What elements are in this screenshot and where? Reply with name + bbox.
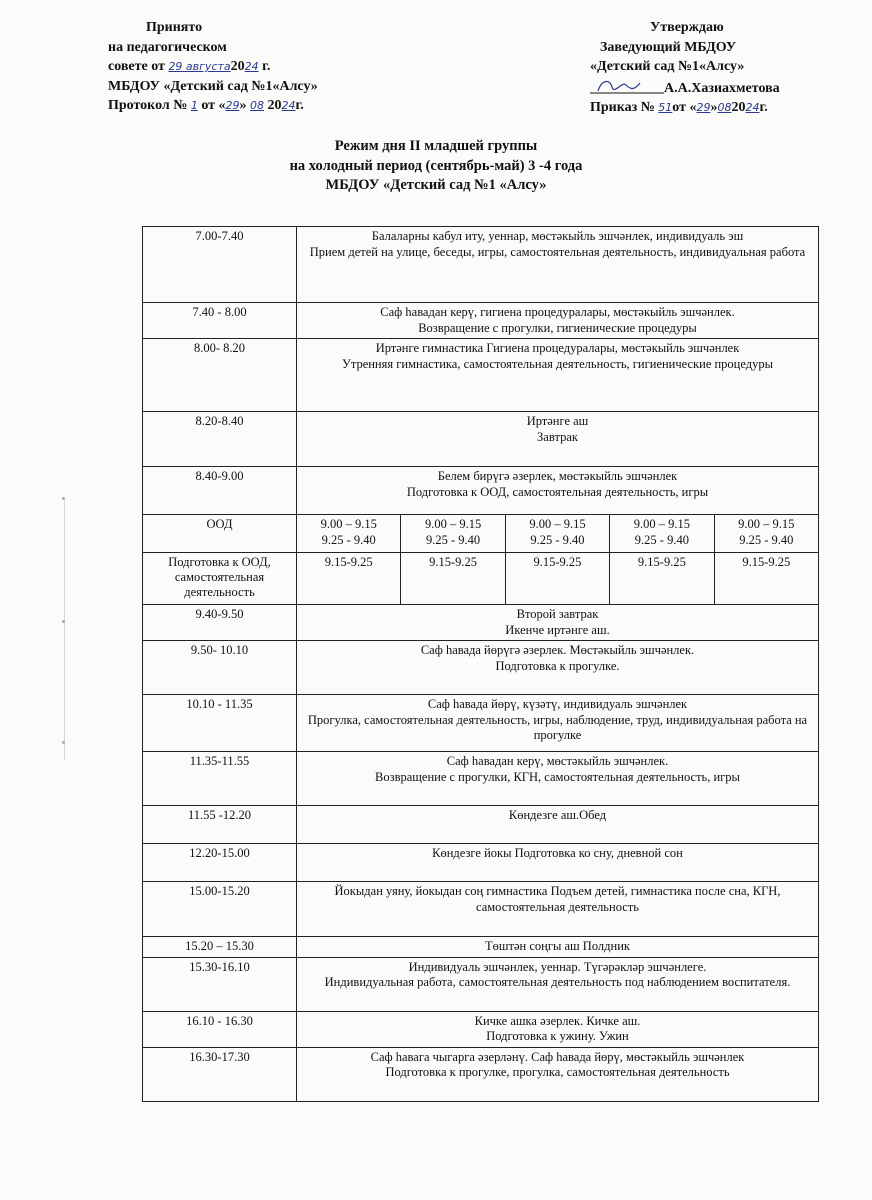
activity-cell: Көндезге йокы Подготовка ко сну, дневной сон xyxy=(297,844,819,882)
handwritten-day: 29 xyxy=(696,101,711,114)
table-row xyxy=(143,227,819,303)
table-row xyxy=(143,339,819,412)
time-cell: 9.50- 10.10 xyxy=(143,641,297,695)
table-row xyxy=(143,695,819,752)
time-cell: 16.30-17.30 xyxy=(143,1047,297,1101)
ood-slot: 9.00 – 9.15 9.25 - 9.40 xyxy=(505,515,609,553)
time-cell: 11.55 -12.20 xyxy=(143,806,297,844)
activity-cell: Второй завтрак Икенче иртәнге аш. xyxy=(297,605,819,641)
table-row xyxy=(143,844,819,882)
activity-cell: Иртәнге аш Завтрак xyxy=(297,412,819,467)
prep-row xyxy=(143,553,819,605)
handwritten-year: 24 xyxy=(244,60,259,73)
time-cell: 7.00-7.40 xyxy=(143,227,297,303)
time-cell: 10.10 - 11.35 xyxy=(143,695,297,752)
table-row xyxy=(143,641,819,695)
activity-cell: Белем бирүгә әзерлек, мөстәкыйль эшчәнлек Подготовка к ООД, самостоятельная деятельность, игры xyxy=(297,467,819,515)
approval-block-right xyxy=(590,18,780,118)
title-line-1: Режим дня II младшей группы xyxy=(334,138,538,154)
handwritten-order-number: 51 xyxy=(658,101,673,114)
activity-cell: Төштән соңгы аш Полдник xyxy=(297,937,819,958)
time-cell: 7.40 - 8.00 xyxy=(143,303,297,339)
handwritten-protocol-number: 1 xyxy=(190,99,198,112)
approve-label: Утверждаю xyxy=(650,20,724,35)
activity-cell: Саф һавада йөрү, күзәтү, индивидуаль эшчәнлек Прогулка, самостоятельная деятельность, игры, наблюдение, труд, индивидуальная работа на прогулке xyxy=(297,695,819,752)
activity-cell: Саф һавадан керү, мөстәкыйль эшчәнлек. Возвращение с прогулки, КГН, самостоятельная деятельность, игры xyxy=(297,752,819,806)
order-line: Приказ № 51от «29»082024г. xyxy=(590,100,768,115)
council-date-line: совете от 29 августа2024 г. xyxy=(108,59,271,74)
time-cell: 12.20-15.00 xyxy=(143,844,297,882)
prep-slot: 9.15-9.25 xyxy=(401,553,505,605)
prep-slot: 9.15-9.25 xyxy=(297,553,401,605)
margin-dot xyxy=(62,497,65,500)
page-fold-line xyxy=(64,500,65,760)
ood-slot: 9.00 – 9.15 9.25 - 9.40 xyxy=(610,515,714,553)
kindergarten-name: «Детский сад №1«Алсу» xyxy=(590,59,745,74)
activity-cell: Кичке ашка әзерлек. Кичке аш. Подготовка к ужину. Ужин xyxy=(297,1011,819,1047)
handwritten-date: 29 августа xyxy=(168,60,231,73)
handwritten-year: 24 xyxy=(281,99,296,112)
activity-cell: Саф һавага чыгарга әзерләнү. Саф һавада йөрү, мөстәкыйль эшчәнлек Подготовка к прогулке, прогулка, самостоятельная деятельность xyxy=(297,1047,819,1101)
activity-cell: Иртәнге гимнастика Гигиена процедуралары, мөстәкыйль эшчәнлек Утренняя гимнастика, самостоятельная деятельность, гигиенические процедуры xyxy=(297,339,819,412)
table-row xyxy=(143,806,819,844)
institution-name: МБДОУ «Детский сад №1«Алсу» xyxy=(108,78,318,94)
approval-block-left xyxy=(108,18,318,116)
activity-cell: Саф һавадан керү, гигиена процедуралары, мөстәкыйль эшчәнлек. Возвращение с прогулки, гигиенические процедуры xyxy=(297,303,819,339)
table-row xyxy=(143,605,819,641)
signature-line xyxy=(590,77,780,99)
handwritten-month: 08 xyxy=(250,99,265,112)
table-row xyxy=(143,412,819,467)
handwritten-signature xyxy=(590,77,664,95)
schedule-table xyxy=(142,226,819,1102)
head-name: А.А.Хазиахметова xyxy=(664,80,780,96)
ood-slot: 9.00 – 9.15 9.25 - 9.40 xyxy=(297,515,401,553)
time-cell: 15.30-16.10 xyxy=(143,957,297,1011)
head-title: Заведующий МБДОУ xyxy=(600,39,737,55)
handwritten-day: 29 xyxy=(225,99,240,112)
time-cell: 11.35-11.55 xyxy=(143,752,297,806)
table-row xyxy=(143,882,819,937)
activity-cell: Көндезге аш.Обед xyxy=(297,806,819,844)
ood-row xyxy=(143,515,819,553)
title-line-2: на холодный период (сентябрь-май) 3 -4 года xyxy=(289,157,583,174)
table-row xyxy=(143,1011,819,1047)
margin-dot xyxy=(62,620,65,623)
activity-cell: Индивидуаль эшчәнлек, уеннар. Түгәрәкләр эшчәнлеге. Индивидуальная работа, самостоятельная деятельность под наблюдением воспитателя. xyxy=(297,957,819,1011)
table-row xyxy=(143,467,819,515)
council-label: на педагогическом xyxy=(108,39,227,55)
activity-cell: Йокыдан уяну, йокыдан соң гимнастика Подъем детей, гимнастика после сна, КГН, самостоятельная деятельность xyxy=(297,882,819,937)
handwritten-year: 24 xyxy=(745,101,760,114)
ood-label: ООД xyxy=(143,515,297,553)
time-cell: 8.40-9.00 xyxy=(143,467,297,515)
activity-cell: Саф һавада йөрүгә әзерлек. Мөстәкыйль эшчәнлек. Подготовка к прогулке. xyxy=(297,641,819,695)
table-row xyxy=(143,937,819,958)
handwritten-month: 08 xyxy=(717,101,732,114)
time-cell: 15.20 – 15.30 xyxy=(143,937,297,958)
time-cell: 16.10 - 16.30 xyxy=(143,1011,297,1047)
margin-dot xyxy=(62,741,65,744)
prep-slot: 9.15-9.25 xyxy=(610,553,714,605)
activity-cell: Балаларны кабул иту, уеннар, мөстәкыйль эшчәнлек, индивидуаль эш Прием детей на улице, беседы, игры, самостоятельная деятельность, индивидуальная работа xyxy=(297,227,819,303)
title-line-3: МБДОУ «Детский сад №1 «Алсу» xyxy=(325,177,547,193)
document-title xyxy=(0,137,872,196)
ood-slot: 9.00 – 9.15 9.25 - 9.40 xyxy=(714,515,818,553)
time-cell: 8.20-8.40 xyxy=(143,412,297,467)
time-cell: 9.40-9.50 xyxy=(143,605,297,641)
accepted-label: Принято xyxy=(146,20,203,35)
table-row xyxy=(143,752,819,806)
table-row xyxy=(143,303,819,339)
time-cell: 8.00- 8.20 xyxy=(143,339,297,412)
prep-label: Подготовка к ООД, самостоятельная деятельность xyxy=(143,553,297,605)
ood-slot: 9.00 – 9.15 9.25 - 9.40 xyxy=(401,515,505,553)
table-row xyxy=(143,1047,819,1101)
table-row xyxy=(143,957,819,1011)
time-cell: 15.00-15.20 xyxy=(143,882,297,937)
prep-slot: 9.15-9.25 xyxy=(714,553,818,605)
protocol-line: Протокол № 1 от «29» 08 2024г. xyxy=(108,98,304,113)
prep-slot: 9.15-9.25 xyxy=(505,553,609,605)
